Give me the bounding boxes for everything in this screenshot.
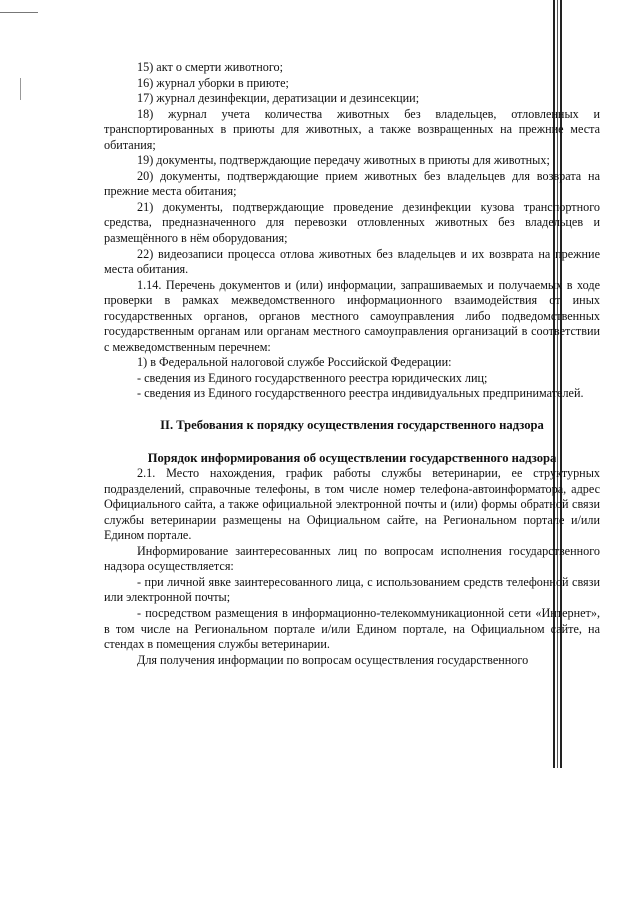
list-item: 18) журнал учета количества животных без владельцев, отловленных и транспортированных в приюты для животных, а также возвращенных на прежние места обитания;: [104, 106, 600, 152]
list-item: 19) документы, подтверждающие передачу животных в приюты для животных;: [137, 153, 550, 168]
document-body: [104, 60, 600, 668]
fns-item: 1) в Федеральной налоговой службе Российской Федерации:: [137, 355, 452, 370]
subsection-title: Порядок информирования об осуществлении государственного надзора: [147, 451, 557, 466]
list-item: 17) журнал дезинфекции, дератизации и дезинсекции;: [137, 91, 420, 106]
list-item: 16) журнал уборки в приюте;: [137, 75, 289, 90]
list-item: 20) документы, подтверждающие прием животных без владельцев для возврата на прежние места обитания;: [104, 168, 600, 199]
section-title: II. Требования к порядку осуществления государственного надзора: [160, 418, 544, 433]
clause-1-14: 1.14. Перечень документов и (или) информации, запрашиваемых и получаемых в ходе проверки в рамках межведомственного информационного взаимодействия от иных государственных органов, органов местного самоуправления либо подведомственных государственным органам или органам местного самоуправления организаций в соответствии с межведомственным перечнем:: [104, 277, 600, 354]
fns-subitem: - сведения из Единого государственного реестра юридических лиц;: [137, 370, 488, 385]
list-item: 22) видеозаписи процесса отлова животных без владельцев и их возврата на прежние места обитания.: [104, 246, 600, 277]
trailing-paragraph: Для получения информации по вопросам осуществления государственного: [137, 652, 529, 667]
fns-subitem: - сведения из Единого государственного реестра индивидуальных предпринимателей.: [137, 386, 584, 401]
clause-2-1: 2.1. Место нахождения, график работы службы ветеринарии, ее структурных подразделений, справочные телефоны, в том числе номер телефона-автоинформатора, адрес Официального сайта, а также официальной электронной почты и (или) формы обратной связи службы ветеринарии размещены на Официальном сайте, на Региональном портале и/или Едином портале.: [104, 466, 600, 543]
scan-artifact-top: [0, 12, 38, 13]
list-item: 21) документы, подтверждающие проведение дезинфекции кузова транспортного средства, предназначенного для перевозки отловленных животных без владельцев и размещённого в нём оборудования;: [104, 199, 600, 246]
info-method: - при личной явке заинтересованного лица, с использованием средств телефонной связи или электронной почты;: [104, 574, 600, 605]
scan-artifact-left: [20, 78, 21, 100]
list-item: 15) акт о смерти животного;: [137, 60, 283, 74]
info-method: - посредством размещения в информационно-телекоммуникационной сети «Интернет», в том числе на Региональном портале и/или Едином портале, на Официальном сайте, на стендах в помещения службы ветеринарии.: [104, 605, 600, 652]
info-intro: Информирование заинтересованных лиц по вопросам исполнения государственного надзора осуществляется:: [104, 543, 600, 574]
